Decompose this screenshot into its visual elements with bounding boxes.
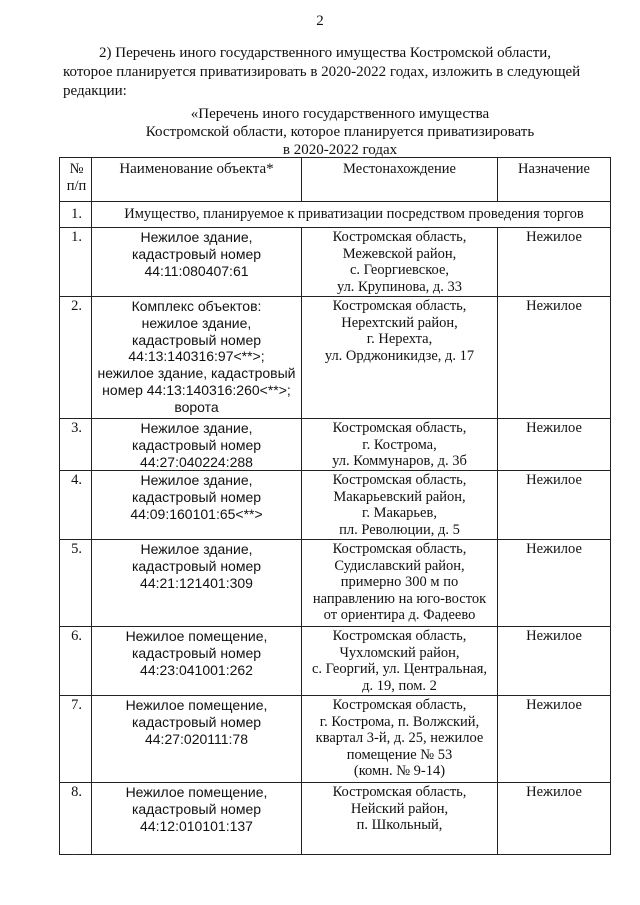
object-name-line: кадастровый номер	[131, 714, 262, 731]
object-name	[92, 783, 302, 855]
table-row	[60, 627, 611, 696]
object-location-line: Костромская область,	[332, 229, 467, 245]
intro-paragraph	[63, 44, 617, 101]
object-location-line: квартал 3-й, д. 25, нежилое	[315, 730, 484, 747]
object-location-line: п. Школьный,	[356, 817, 443, 834]
object-location-line: Костромская область,	[332, 784, 467, 801]
object-location-line: г. Макарьев,	[362, 505, 437, 522]
table-row	[60, 471, 611, 540]
object-name-line: Нежилое здание,	[140, 420, 253, 436]
object-location-line: Межевской район,	[342, 245, 457, 262]
table-row	[60, 228, 611, 297]
page-number: 2	[316, 13, 324, 29]
object-purpose: Нежилое	[498, 696, 611, 783]
object-name	[92, 540, 302, 627]
intro-line-3: редакции:	[63, 83, 127, 99]
caption-line-1: «Перечень иного государственного имущества	[190, 106, 490, 122]
object-location	[302, 228, 498, 297]
object-location-line: Судиславский район,	[334, 557, 465, 574]
header-location: Местонахождение	[302, 158, 498, 202]
object-name-line: 44:27:040224:288	[140, 453, 253, 470]
object-location-line: с. Георгиевское,	[349, 262, 450, 278]
object-location-line: Нерехтский район,	[341, 314, 458, 331]
caption-line-3: в 2020-2022 годах	[282, 142, 398, 158]
object-location-line: д. 19, пом. 2	[362, 677, 437, 694]
property-table	[59, 157, 611, 855]
object-location-line: Чухломский район,	[339, 644, 460, 661]
object-purpose: Нежилое	[498, 783, 611, 855]
object-location-line: пл. Революции, д. 5	[339, 521, 460, 538]
object-name-line: нежилое здание,	[141, 314, 252, 331]
object-purpose: Нежилое	[498, 297, 611, 419]
object-name-line: Нежилое помещение,	[125, 784, 268, 801]
object-purpose: Нежилое	[498, 540, 611, 627]
object-name	[92, 627, 302, 696]
object-purpose: Нежилое	[498, 627, 611, 696]
object-location-line: Костромская область,	[332, 298, 467, 314]
header-purpose: Назначение	[498, 158, 611, 202]
object-name-line: 44:13:140316:97<**>;	[128, 348, 265, 365]
object-location-line: Нейский район,	[350, 800, 449, 817]
object-location-line: с. Георгий, ул. Центральная,	[311, 661, 488, 678]
header-number: № п/п	[60, 158, 92, 202]
object-location-line: (комн. № 9-14)	[353, 763, 446, 780]
row-number: 2.	[60, 297, 92, 419]
object-name-line: 44:11:080407:61	[144, 262, 249, 279]
object-name-line: Нежилое помещение,	[125, 697, 268, 714]
object-name-line: кадастровый номер	[131, 331, 262, 348]
object-location-line: помещение № 53	[346, 746, 453, 763]
table-row	[60, 540, 611, 627]
object-name-line: Нежилое здание,	[140, 229, 253, 245]
object-name-line: Нежилое здание,	[140, 541, 253, 558]
scan-mark: ·	[72, 852, 74, 858]
object-location-line: Костромская область,	[332, 628, 467, 645]
object-name-line: кадастровый номер	[131, 245, 262, 262]
header-name: Наименование объекта*	[92, 158, 302, 202]
row-number: 7.	[60, 696, 92, 783]
object-name	[92, 419, 302, 471]
object-purpose: Нежилое	[498, 228, 611, 297]
object-location	[302, 696, 498, 783]
object-purpose: Нежилое	[498, 471, 611, 540]
section-number: 1.	[60, 202, 92, 228]
caption-line-2: Костромской области, которое планируется приватизировать	[145, 124, 535, 140]
object-name-line: кадастровый номер	[131, 558, 262, 575]
object-purpose: Нежилое	[498, 419, 611, 471]
object-location-line: Макарьевский район,	[333, 488, 466, 505]
object-name-line: кадастровый номер	[131, 801, 262, 818]
object-name-line: Комплекс объектов:	[131, 298, 262, 314]
object-location-line: ул. Орджоникидзе, д. 17	[324, 347, 475, 364]
object-name-line: кадастровый номер	[131, 489, 262, 506]
row-number: 8.	[60, 783, 92, 855]
object-name-line: номер 44:13:140316:260<**>;	[102, 381, 291, 398]
object-location	[302, 783, 498, 855]
object-name	[92, 228, 302, 297]
object-location	[302, 627, 498, 696]
object-name-line: 44:23:041001:262	[140, 661, 253, 678]
object-location-line: ул. Крупинова, д. 33	[336, 278, 463, 295]
object-location-line: направлению на юго-восток	[312, 590, 487, 607]
object-name	[92, 297, 302, 419]
object-name-line: кадастровый номер	[131, 645, 262, 662]
object-name	[92, 696, 302, 783]
row-number: 1.	[60, 228, 92, 297]
object-location-line: г. Кострома, п. Волжский,	[319, 713, 480, 730]
object-location-line: г. Нерехта,	[366, 331, 433, 347]
row-number: 3.	[60, 419, 92, 471]
object-location-line: Костромская область,	[332, 697, 467, 714]
object-name-line: Нежилое помещение,	[125, 628, 268, 645]
object-location	[302, 540, 498, 627]
table-caption	[60, 105, 620, 159]
object-location-line: Костромская область,	[332, 420, 467, 436]
object-location-line: от ориентира д. Фадеево	[323, 607, 476, 624]
object-location	[302, 419, 498, 471]
intro-line-1: 2) Перечень иного государственного имущества Костромской области,	[99, 45, 552, 61]
table-row	[60, 419, 611, 471]
object-location	[302, 297, 498, 419]
table-row	[60, 696, 611, 783]
object-name-line: 44:21:121401:309	[140, 574, 253, 591]
object-name-line: 44:12:010101:137	[140, 817, 253, 834]
object-name-line: кадастровый номер	[131, 436, 262, 453]
table-row	[60, 783, 611, 855]
object-name-line: 44:27:020111:78	[144, 730, 249, 747]
object-location-line: примерно 300 м по	[340, 574, 459, 591]
object-location	[302, 471, 498, 540]
object-name-line: 44:09:160101:65<**>	[130, 505, 263, 522]
row-number: 4.	[60, 471, 92, 540]
object-name-line: нежилое здание, кадастровый	[97, 365, 296, 382]
section-row	[60, 202, 611, 228]
row-number: 5.	[60, 540, 92, 627]
object-name-line: Нежилое здание,	[140, 472, 253, 489]
table-header-row	[60, 158, 611, 202]
object-location-line: ул. Коммунаров, д. 3б	[332, 453, 467, 469]
section-title: Имущество, планируемое к приватизации посредством проведения торгов	[92, 202, 611, 228]
intro-line-2: которое планируется приватизировать в 2020-2022 годах, изложить в следующей	[63, 64, 581, 80]
table-row	[60, 297, 611, 419]
row-number: 6.	[60, 627, 92, 696]
object-location-line: Костромская область,	[332, 541, 467, 558]
object-name	[92, 471, 302, 540]
object-location-line: Костромская область,	[332, 472, 467, 489]
object-location-line: г. Кострома,	[362, 436, 437, 453]
object-name-line: ворота	[174, 398, 219, 415]
